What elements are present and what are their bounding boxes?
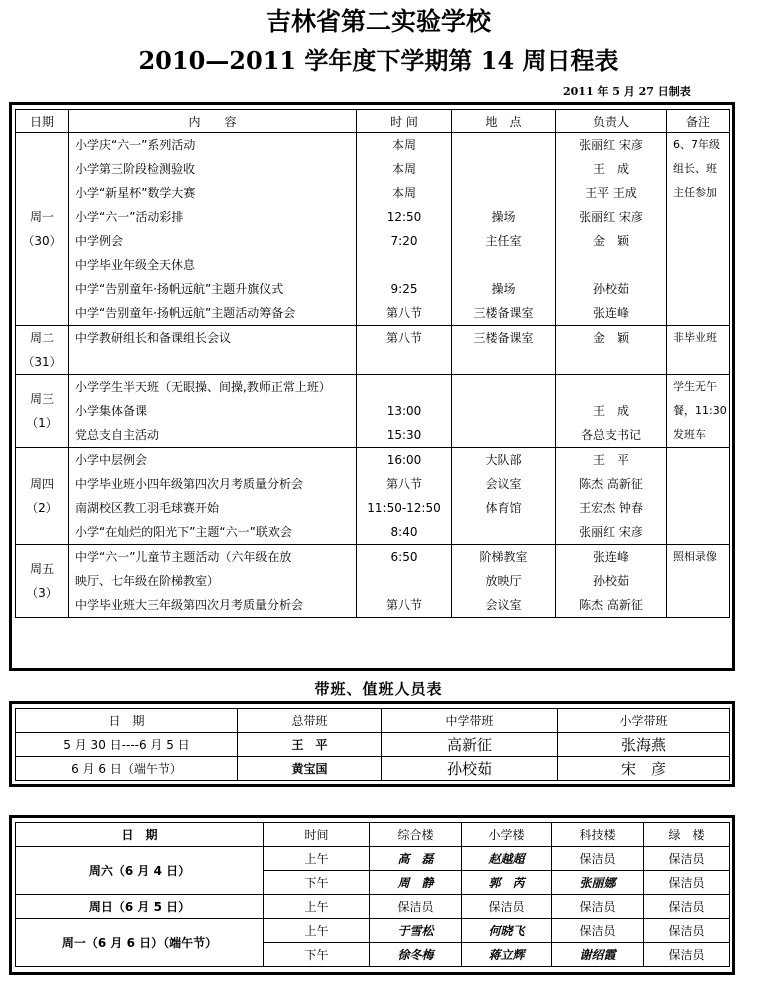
remark-cell (667, 133, 730, 326)
event-time: 8:40 (390, 525, 418, 539)
holiday-person: 保洁员 (552, 847, 644, 871)
remark-cell (667, 326, 730, 375)
holiday-person: 保洁员 (644, 847, 730, 871)
remark-text: 非毕业班 (673, 331, 717, 344)
event-time: 本周 (391, 138, 416, 152)
holiday-time: 上午 (264, 919, 370, 943)
event-content: 中学毕业班小四年级第四次月考质量分析会 (75, 477, 304, 491)
event-content: 小学“六一”活动彩排 (75, 210, 184, 224)
event-time: 16:00 (386, 453, 422, 467)
day-block-2 (16, 375, 730, 448)
holiday-column-header: 科技楼 (552, 823, 644, 847)
event-time: 13:00 (386, 404, 422, 418)
event-time: 第八节 (385, 477, 422, 491)
holiday-person: 高 磊 (370, 847, 462, 871)
holiday-header-row (16, 823, 730, 847)
holiday-person: 谢绍霞 (552, 943, 644, 967)
remark-text: 6、7年级 (673, 138, 720, 151)
schedule-column-header: 内 容 (69, 110, 357, 133)
event-content: 党总支自主活动 (75, 428, 160, 442)
remark-cell (667, 545, 730, 618)
remark-cell (667, 448, 730, 545)
event-place (452, 157, 555, 181)
event-content: 小学庆“六一”系列活动 (75, 138, 196, 152)
holiday-person: 何晓飞 (462, 919, 552, 943)
holiday-person: 蒋立辉 (462, 943, 552, 967)
event-content: 中学“六一”儿童节主题活动（六年级在放 (75, 550, 292, 564)
holiday-person: 保洁员 (644, 943, 730, 967)
duty-column-header: 小学带班 (558, 709, 730, 733)
schedule-column-header: 负责人 (556, 110, 667, 133)
event-place: 三楼备课室 (473, 331, 534, 345)
holiday-person: 徐冬梅 (370, 943, 462, 967)
schedule-table (15, 109, 730, 618)
event-time-column (357, 545, 452, 618)
holiday-person: 保洁员 (644, 919, 730, 943)
duty-row (16, 757, 730, 781)
event-place-column (452, 448, 556, 545)
day-cell (16, 133, 69, 326)
event-owner: 张丽红 宋彦 (579, 138, 643, 152)
event-place (452, 399, 555, 423)
event-content: 中学毕业班大三年级第四次月考质量分析会 (75, 598, 304, 612)
event-content-column (69, 375, 357, 448)
holiday-table (15, 822, 730, 967)
holiday-person: 保洁员 (370, 895, 462, 919)
holiday-date: 周一（6 月 6 日）（端午节） (16, 919, 264, 967)
holiday-date: 周六（6 月 4 日） (16, 847, 264, 895)
event-content-column (69, 133, 357, 326)
date-label: （3） (26, 586, 58, 600)
duty-cell: 黄宝国 (238, 757, 382, 781)
event-place-column (452, 133, 556, 326)
holiday-row (16, 919, 730, 943)
holiday-date: 周日（6 月 5 日） (16, 895, 264, 919)
event-owner-column (556, 326, 667, 375)
duty-cell: 宋 彦 (558, 757, 730, 781)
event-place (452, 423, 555, 447)
holiday-person: 赵越超 (462, 847, 552, 871)
event-time: 本周 (391, 162, 416, 176)
weekday-label: 周四 (29, 477, 54, 491)
event-place-column (452, 545, 556, 618)
holiday-person: 郭 芮 (462, 871, 552, 895)
day-block-3 (16, 448, 730, 545)
holiday-column-header: 小学楼 (462, 823, 552, 847)
schedule-column-header: 备注 (667, 110, 730, 133)
event-owner: 王宏杰 钟春 (579, 501, 643, 515)
duty-cell: 张海燕 (558, 733, 730, 757)
date-label: （30） (22, 234, 62, 248)
remark-text: 餐，11:30 (673, 404, 727, 417)
duty-title: 带班、值班人员表 (314, 680, 443, 698)
event-time: 本周 (391, 186, 416, 200)
event-time-column (357, 375, 452, 448)
schedule-title: 2010—2011 学年度下学期第 14 周日程表 (138, 46, 619, 75)
date-label: （31） (22, 355, 62, 369)
duty-cell: 高新征 (382, 733, 558, 757)
remark-text: 照相录像 (673, 550, 717, 563)
event-content-column (69, 326, 357, 375)
event-time: 11:50-12:50 (367, 501, 441, 515)
event-place: 会议室 (485, 598, 522, 612)
day-cell (16, 448, 69, 545)
event-time: 第八节 (385, 598, 422, 612)
holiday-column-header: 绿 楼 (644, 823, 730, 847)
event-owner-column (556, 133, 667, 326)
schedule-column-header: 时 间 (357, 110, 452, 133)
duty-column-header: 日 期 (16, 709, 238, 733)
holiday-row (16, 847, 730, 871)
day-cell (16, 326, 69, 375)
event-owner: 孙校茹 (592, 282, 629, 296)
event-content: 映厅、七年级在阶梯教室） (75, 574, 220, 588)
schedule-column-header: 地 点 (452, 110, 556, 133)
weekday-label: 周一 (29, 210, 54, 224)
event-place (452, 181, 555, 205)
holiday-person: 保洁员 (644, 871, 730, 895)
event-owner: 王 平 (592, 453, 629, 467)
event-time-column (357, 133, 452, 326)
event-owner (556, 375, 666, 399)
holiday-person: 周 静 (370, 871, 462, 895)
event-owner (556, 253, 666, 277)
duty-column-header: 总带班 (238, 709, 382, 733)
event-content: 中学毕业年级全天休息 (75, 258, 196, 272)
event-owner-column (556, 448, 667, 545)
holiday-person: 保洁员 (552, 895, 644, 919)
schedule-column-header: 日期 (16, 110, 69, 133)
event-time: 6:50 (390, 550, 418, 564)
event-owner: 张丽红 宋彦 (579, 210, 643, 224)
date-label: （1） (26, 416, 58, 430)
duty-cell: 5 月 30 日----6 月 5 日 (16, 733, 238, 757)
event-owner: 张连峰 (592, 550, 629, 564)
duty-table (15, 708, 730, 781)
day-cell (16, 545, 69, 618)
weekday-label: 周三 (29, 392, 54, 406)
holiday-time: 下午 (264, 943, 370, 967)
event-content: 中学“告别童年·扬帆远航”主题活动筹备会 (75, 306, 296, 320)
holiday-person: 于雪松 (370, 919, 462, 943)
event-owner: 张丽红 宋彦 (579, 525, 643, 539)
duty-column-header: 中学带班 (382, 709, 558, 733)
event-owner-column (556, 545, 667, 618)
event-time: 9:25 (390, 282, 418, 296)
event-place: 操场 (491, 282, 516, 296)
school-name: 吉林省第二实验学校 (265, 7, 491, 36)
event-place (452, 253, 555, 277)
holiday-time: 下午 (264, 871, 370, 895)
day-cell (16, 375, 69, 448)
day-block-1 (16, 326, 730, 375)
event-time (357, 375, 451, 399)
event-time (357, 253, 451, 277)
event-owner-column (556, 375, 667, 448)
remark-text: 学生无午 (673, 380, 717, 393)
duty-cell: 6 月 6 日（端午节） (16, 757, 238, 781)
holiday-person: 保洁员 (644, 895, 730, 919)
weekday-label: 周五 (29, 562, 54, 576)
remark-cell (667, 375, 730, 448)
duty-header-row (16, 709, 730, 733)
holiday-person: 保洁员 (552, 919, 644, 943)
event-content: 小学学生半天班（无眼操、间操,教师正常上班） (75, 380, 331, 394)
duty-cell: 王 平 (238, 733, 382, 757)
event-place: 放映厅 (485, 574, 522, 588)
event-place: 大队部 (485, 453, 522, 467)
event-owner: 王 成 (592, 162, 629, 176)
remark-text: 组长、班 (673, 162, 717, 175)
duty-row (16, 733, 730, 757)
event-owner: 金 颖 (592, 331, 629, 345)
event-content: 中学“告别童年·扬帆远航”主题升旗仪式 (75, 282, 284, 296)
event-time-column (357, 448, 452, 545)
event-content-column (69, 448, 357, 545)
day-block-0 (16, 133, 730, 326)
holiday-column-header: 时间 (264, 823, 370, 847)
event-content: 中学教研组长和备课组长会议 (75, 331, 232, 345)
event-owner: 陈杰 高新征 (579, 598, 643, 612)
event-content: 小学集体备课 (75, 404, 148, 418)
event-content: 小学“新星杯”数学大赛 (75, 186, 196, 200)
holiday-person: 保洁员 (462, 895, 552, 919)
holiday-time: 上午 (264, 895, 370, 919)
event-owner: 各总支书记 (580, 428, 641, 442)
remark-text: 发班车 (673, 428, 706, 441)
event-time (357, 569, 451, 593)
event-time: 7:20 (390, 234, 418, 248)
event-time: 第八节 (385, 331, 422, 345)
weekday-label: 周二 (29, 331, 54, 345)
event-owner: 王 成 (592, 404, 629, 418)
holiday-person: 张丽娜 (552, 871, 644, 895)
event-content: 小学第三阶段检测验收 (75, 162, 196, 176)
remark-text: 主任参加 (673, 186, 717, 199)
made-date: 2011 年 5 月 27 日制表 (563, 85, 691, 98)
event-time: 第八节 (385, 306, 422, 320)
event-time: 15:30 (386, 428, 422, 442)
event-content: 中学例会 (75, 234, 124, 248)
event-place-column (452, 375, 556, 448)
holiday-column-header: 综合楼 (370, 823, 462, 847)
day-block-4 (16, 545, 730, 618)
event-place: 阶梯教室 (479, 550, 528, 564)
event-place: 三楼备课室 (473, 306, 534, 320)
event-content-column (69, 545, 357, 618)
event-place (452, 520, 555, 544)
holiday-time: 上午 (264, 847, 370, 871)
event-owner: 张连峰 (592, 306, 629, 320)
holiday-row (16, 895, 730, 919)
event-owner: 陈杰 高新征 (579, 477, 643, 491)
event-place: 主任室 (485, 234, 522, 248)
event-owner: 金 颖 (592, 234, 629, 248)
event-time-column (357, 326, 452, 375)
event-place: 会议室 (485, 477, 522, 491)
holiday-column-header: 日 期 (16, 823, 264, 847)
event-place (452, 375, 555, 399)
event-place: 体育馆 (485, 501, 522, 515)
event-owner: 王平 王成 (585, 186, 637, 200)
event-content: 小学“在灿烂的阳光下”主题“六一”联欢会 (75, 525, 292, 539)
date-label: （2） (26, 501, 58, 515)
event-place-column (452, 326, 556, 375)
event-owner: 孙校茹 (592, 574, 629, 588)
event-content: 南湖校区教工羽毛球赛开始 (75, 501, 220, 515)
event-time: 12:50 (386, 210, 422, 224)
event-place (452, 133, 555, 157)
event-place: 操场 (491, 210, 516, 224)
event-content: 小学中层例会 (75, 453, 148, 467)
schedule-header-row (16, 110, 730, 133)
duty-cell: 孙校茹 (382, 757, 558, 781)
